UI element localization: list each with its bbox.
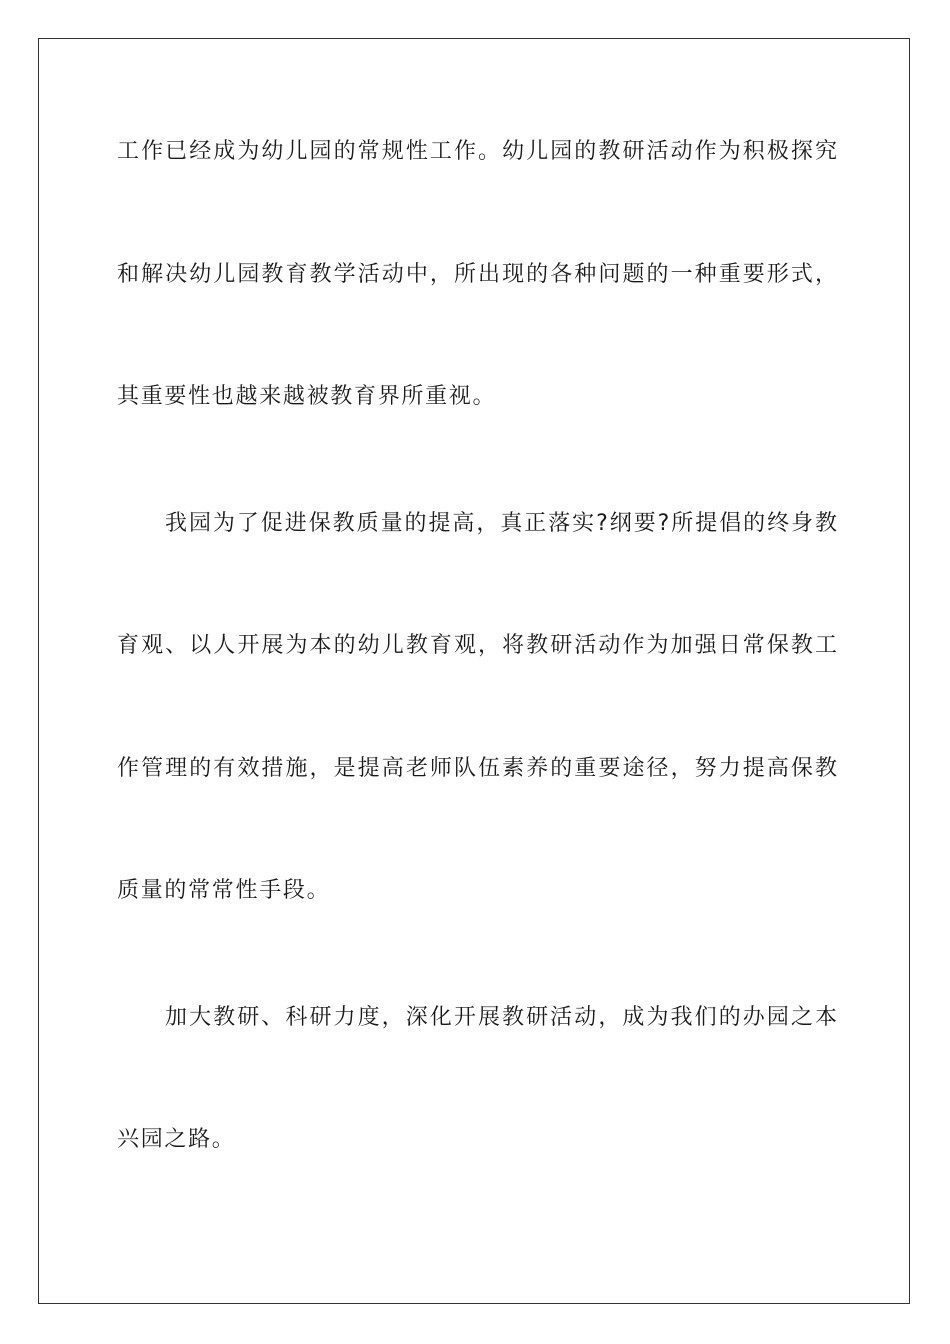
paragraph-1-line-3: 其重要性也越来越被教育界所重视。 xyxy=(117,384,497,409)
paragraph-2-line-1: 我园为了促进保教质量的提高，真正落实?纲要?所提倡的终身教 xyxy=(165,511,837,536)
paragraph-3-line-1: 加大教研、科研力度，深化开展教研活动，成为我们的办园之本 xyxy=(165,1005,837,1030)
paragraph-1-line-2: 和解决幼儿园教育教学活动中，所出现的各种问题的一种重要形式， xyxy=(117,262,837,287)
paragraph-1-line-1: 工作已经成为幼儿园的常规性工作。幼儿园的教研活动作为积极探究 xyxy=(117,139,837,164)
paragraph-2-line-3: 作管理的有效措施，是提高老师队伍素养的重要途径，努力提高保教 xyxy=(117,756,837,781)
paragraph-3-line-2: 兴园之路。 xyxy=(117,1127,236,1152)
page-border xyxy=(38,38,910,1304)
paragraph-2-line-4: 质量的常常性手段。 xyxy=(117,878,331,903)
paragraph-2-line-2: 育观、以人开展为本的幼儿教育观，将教研活动作为加强日常保教工 xyxy=(117,633,837,658)
